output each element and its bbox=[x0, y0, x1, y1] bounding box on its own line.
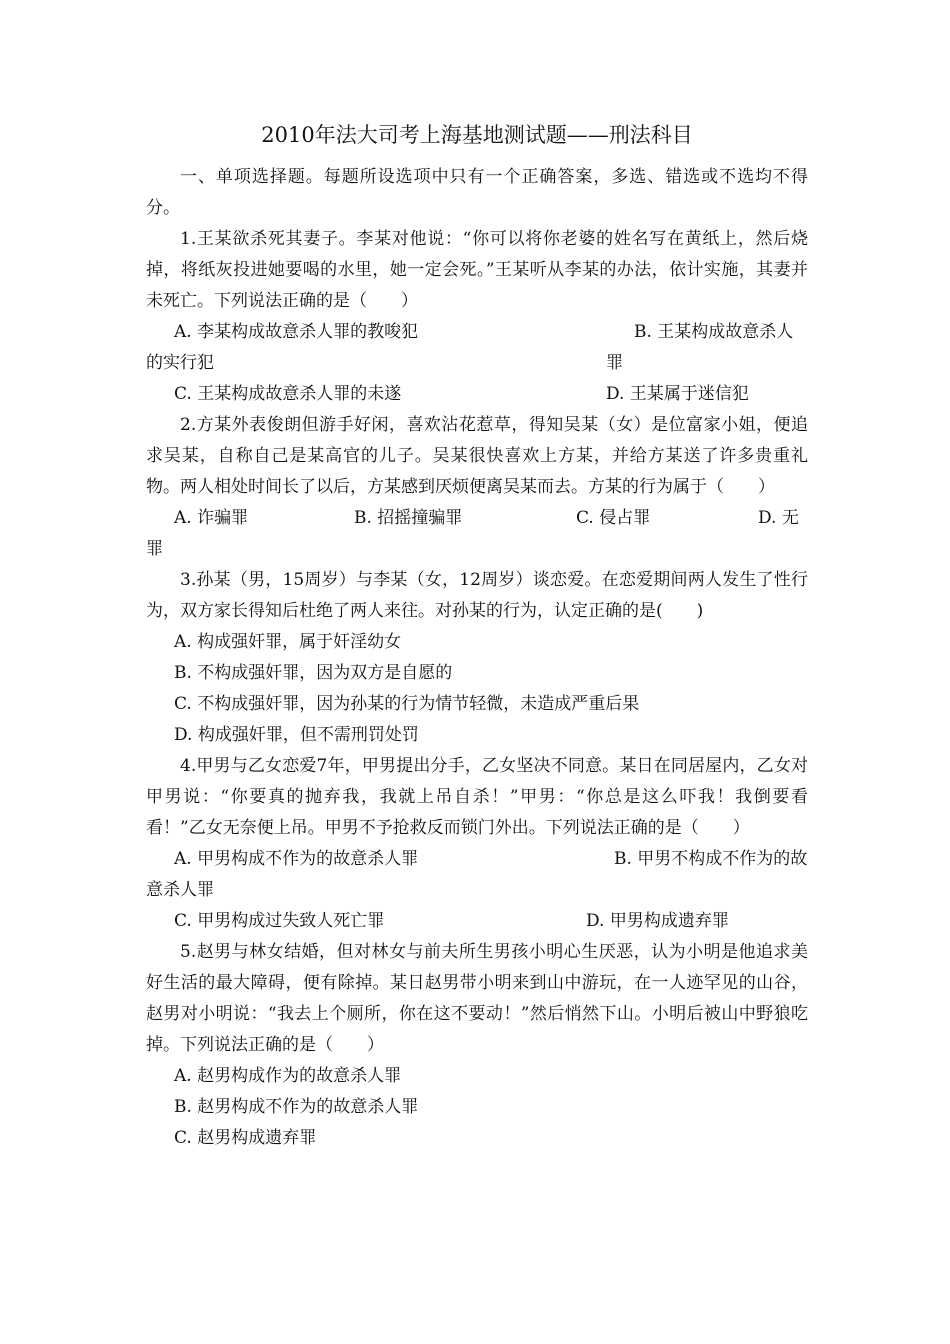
question-3-option-c: C. 不构成强奸罪，因为孙某的行为情节轻微，未造成严重后果 bbox=[174, 694, 640, 714]
question-3-option-d: D. 构成强奸罪，但不需刑罚处罚 bbox=[174, 725, 419, 745]
question-2-option-d-continued: 罪 bbox=[146, 539, 163, 559]
question-4-stem: 4.甲男与乙女恋爱7年，甲男提出分手，乙女坚决不同意。某日在同居屋内，乙女对甲男说：“你要真的抛弃我，我就上吊自杀！”甲男：“你总是这么吓我！我倒要看看！”乙女无奈便上吊。甲男不予抢救反而锁门外出。下列说法正确的是（ ） bbox=[146, 756, 808, 838]
document-page bbox=[146, 118, 808, 1154]
question-1-options-cd bbox=[146, 379, 808, 410]
question-1-option-c: C. 王某构成故意杀人罪的未遂 bbox=[174, 384, 402, 404]
section-heading: 一、单项选择题。每题所设选项中只有一个正确答案，多选、错选或不选均不得分。 bbox=[146, 167, 808, 218]
question-1-stem: 1.王某欲杀死其妻子。李某对他说：“你可以将你老婆的姓名写在黄纸上，然后烧掉，将纸灰投进她要喝的水里，她一定会死。”王某听从李某的办法，依计实施，其妻并未死亡。下列说法正确的是（ ） bbox=[146, 229, 808, 311]
question-4-option-a: A. 甲男构成不作为的故意杀人罪 bbox=[174, 849, 419, 869]
question-1-option-b: B. 王某构成故意杀人罪 bbox=[606, 322, 794, 373]
question-2-option-a: A. 诈骗罪 bbox=[174, 508, 249, 528]
question-3-option-a: A. 构成强奸罪，属于奸淫幼女 bbox=[174, 632, 402, 652]
document-title: 2010年法大司考上海基地测试题——刑法科目 bbox=[261, 123, 693, 147]
question-4-options-ab bbox=[146, 844, 808, 875]
question-1-option-a: A. 李某构成故意杀人罪的教唆犯 bbox=[174, 322, 419, 342]
question-3-stem: 3.孙某（男，15周岁）与李某（女，12周岁）谈恋爱。在恋爱期间两人发生了性行为，双方家长得知后杜绝了两人来往。对孙某的行为，认定正确的是( ) bbox=[146, 570, 808, 621]
question-4-options-cd bbox=[146, 906, 808, 937]
question-2-option-d: D. 无 bbox=[758, 508, 799, 528]
question-5-stem: 5.赵男与林女结婚，但对林女与前夫所生男孩小明心生厌恶，认为小明是他追求美好生活的最大障碍，便有除掉。某日赵男带小明来到山中游玩，在一人迹罕见的山谷，赵男对小明说：“我去上个厕所，你在这不要动！”然后悄然下山。小明后被山中野狼吃掉。下列说法正确的是（ ） bbox=[146, 942, 808, 1055]
question-2-option-b: B. 招摇撞骗罪 bbox=[354, 508, 463, 528]
question-4-option-c: C. 甲男构成过失致人死亡罪 bbox=[174, 911, 385, 931]
question-3-option-b: B. 不构成强奸罪，因为双方是自愿的 bbox=[174, 663, 453, 683]
question-4-option-b: B. 甲男不构成不作为的故 bbox=[614, 849, 808, 869]
question-2-stem: 2.方某外表俊朗但游手好闲，喜欢沾花惹草，得知吴某（女）是位富家小姐，便追求吴某，自称自己是某高官的儿子。吴某很快喜欢上方某，并给方某送了许多贵重礼物。两人相处时间长了以后，方某感到厌烦便离吴某而去。方某的行为属于（ ） bbox=[146, 415, 808, 497]
question-5-option-c: C. 赵男构成遗弃罪 bbox=[174, 1128, 317, 1148]
question-1-option-d: D. 王某属于迷信犯 bbox=[606, 384, 749, 404]
question-4-option-b-continued: 意杀人罪 bbox=[146, 880, 214, 900]
question-1-option-b-continued: 的实行犯 bbox=[146, 353, 214, 373]
question-5-option-b: B. 赵男构成不作为的故意杀人罪 bbox=[174, 1097, 419, 1117]
question-2-options bbox=[146, 503, 808, 565]
question-5-option-a: A. 赵男构成作为的故意杀人罪 bbox=[174, 1066, 402, 1086]
question-4-option-d: D. 甲男构成遗弃罪 bbox=[586, 911, 729, 931]
question-2-option-c: C. 侵占罪 bbox=[576, 508, 651, 528]
